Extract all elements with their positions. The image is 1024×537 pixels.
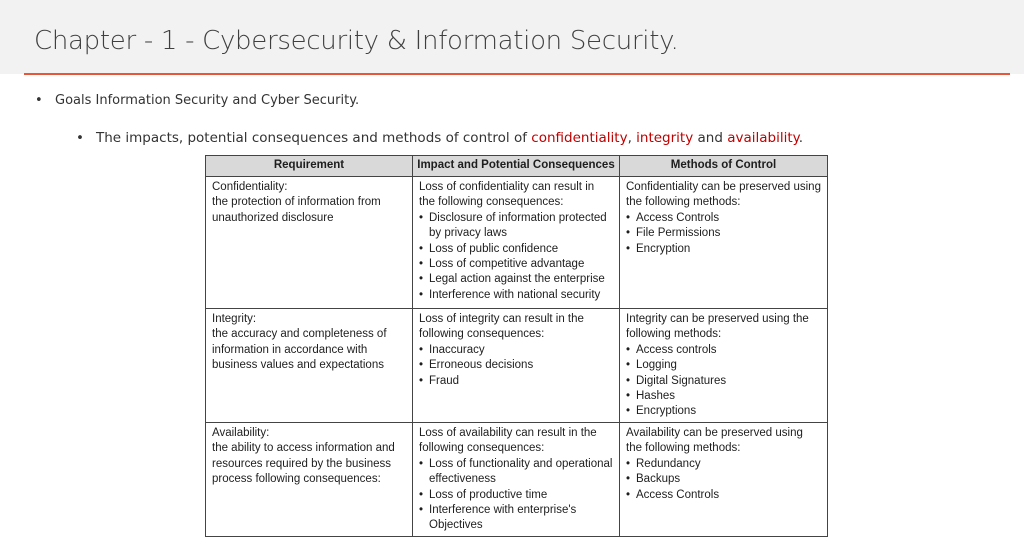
list-item: • Backups (626, 472, 821, 487)
methods-cell (620, 309, 828, 423)
slide-title: Chapter - 1 - Cybersecurity & Information Security. (34, 26, 679, 56)
requirement-title: Confidentiality: (212, 181, 288, 193)
header-methods: Methods of Control (620, 156, 828, 177)
list-item: • Erroneous decisions (419, 358, 613, 373)
header-requirement: Requirement (206, 156, 413, 177)
table-row (206, 309, 828, 423)
requirement-cell (206, 177, 413, 309)
bullet-impacts-prefix: The impacts, potential consequences and methods of control of (96, 130, 532, 146)
table-row (206, 177, 828, 309)
list-item: • Fraud (419, 374, 613, 389)
requirement-cell (206, 423, 413, 537)
impact-intro: Loss of availability can result in the following consequences: (419, 427, 597, 455)
keyword-confidentiality: confidentiality (531, 130, 628, 146)
list-item: • File Permissions (626, 226, 821, 241)
list-item: • Hashes (626, 389, 821, 404)
list-item: • Access Controls (626, 211, 821, 226)
list-item: • Loss of competitive advantage (419, 257, 613, 272)
list-item: • Legal action against the enterprise (419, 272, 613, 287)
requirement-desc: the protection of information from unauthorized disclosure (212, 196, 381, 224)
impact-intro: Loss of confidentiality can result in the following consequences: (419, 181, 595, 209)
impact-list (419, 211, 613, 303)
methods-cell (620, 423, 828, 537)
bullet-impacts-and: and (693, 130, 728, 146)
requirements-table (205, 155, 828, 537)
list-item: • Loss of functionality and operational effectiveness (419, 457, 613, 488)
requirement-desc: the accuracy and completeness of information in accordance with business values and expectations (212, 328, 387, 372)
keyword-integrity: integrity (636, 130, 694, 146)
list-item: • Logging (626, 358, 821, 373)
list-item: • Inaccuracy (419, 343, 613, 358)
title-divider (24, 73, 1010, 75)
methods-list (626, 211, 821, 257)
methods-list (626, 343, 821, 420)
impact-list (419, 343, 613, 389)
list-item: • Interference with enterprise's Objectives (419, 503, 613, 534)
list-item: • Redundancy (626, 457, 821, 472)
list-item: • Access controls (626, 343, 821, 358)
methods-cell (620, 177, 828, 309)
bullet-impacts-sep: , (627, 130, 637, 146)
impact-list (419, 457, 613, 534)
list-item: • Disclosure of information protected by privacy laws (419, 211, 613, 242)
bullet-goals-text: Goals Information Security and Cyber Security. (55, 93, 360, 108)
bullet-goals (35, 93, 360, 108)
list-item: • Encryption (626, 242, 821, 257)
list-item: • Loss of productive time (419, 488, 613, 503)
methods-intro: Confidentiality can be preserved using the following methods: (626, 181, 821, 209)
methods-list (626, 457, 821, 503)
list-item: • Interference with national security (419, 288, 613, 303)
list-item: • Loss of public confidence (419, 242, 613, 257)
bullet-dot-icon: • (35, 93, 43, 108)
list-item: • Encryptions (626, 404, 821, 419)
requirement-desc: the ability to access information and resources required by the business process following consequences: (212, 442, 395, 486)
bullet-impacts-suffix: . (798, 130, 803, 146)
requirement-title: Availability: (212, 427, 270, 439)
header-impact: Impact and Potential Consequences (413, 156, 620, 177)
bullet-impacts (76, 130, 803, 146)
keyword-availability: availability (727, 130, 799, 146)
methods-intro: Integrity can be preserved using the following methods: (626, 313, 809, 341)
list-item: • Access Controls (626, 488, 821, 503)
list-item: • Digital Signatures (626, 374, 821, 389)
table-row (206, 423, 828, 537)
requirement-cell (206, 309, 413, 423)
impact-cell (413, 309, 620, 423)
table-header-row (206, 156, 828, 177)
methods-intro: Availability can be preserved using the following methods: (626, 427, 803, 455)
impact-intro: Loss of integrity can result in the following consequences: (419, 313, 584, 341)
bullet-dot-icon: • (76, 130, 84, 146)
impact-cell (413, 423, 620, 537)
impact-cell (413, 177, 620, 309)
requirement-title: Integrity: (212, 313, 257, 325)
